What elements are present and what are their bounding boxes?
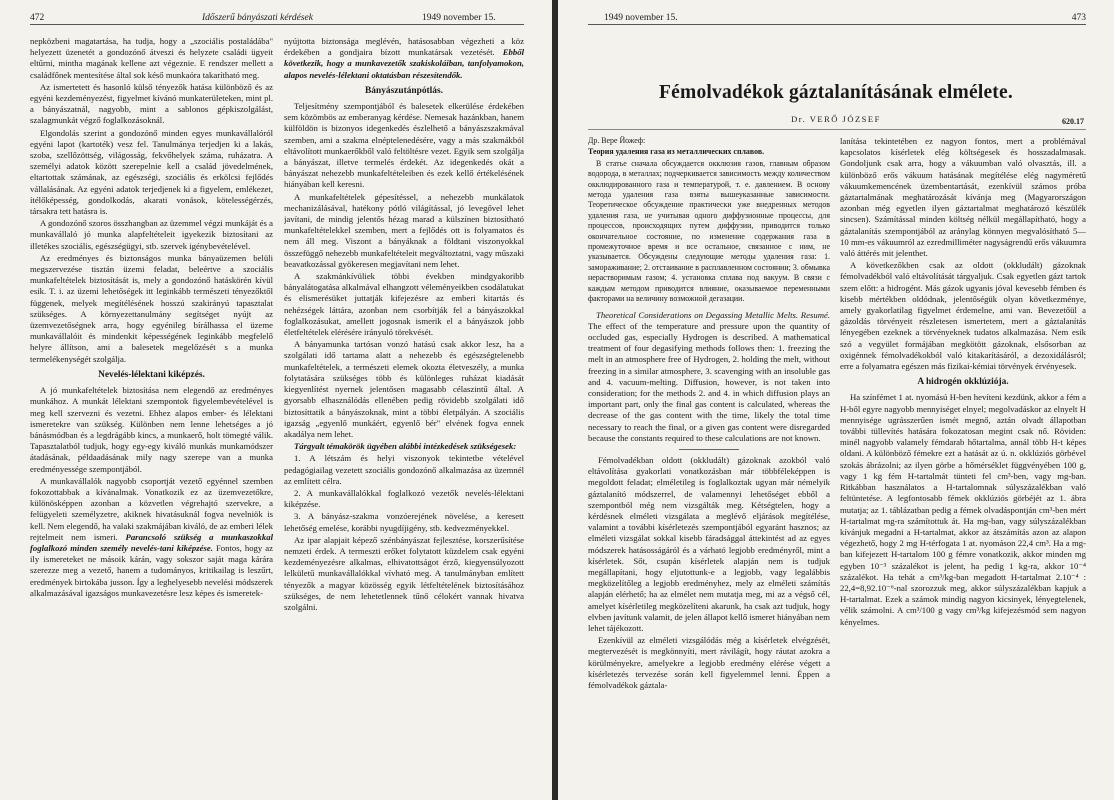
english-abstract (588, 310, 830, 444)
left-column-1 (30, 36, 273, 792)
paragraph: Ezenkívül az elméleti vizsgálódás még a kísérletek elvégzését, megtervezését is megkönnyíti, mert rávilágít, hogy ráutat azokra a körülményekre, amelyekre a legjobb eredmény elérése végett a kísérletezés tervezése során kell figyelemmel lenni. Éppen a fémolvadékok gáztala- (588, 635, 830, 690)
emphasis: Ebből következik, hogy a munkavezetők szakiskoláiban, tanfolyamokon, alapos nevelés-lélektani oktatásban részesítendők. (284, 47, 524, 80)
paragraph: Ha színfémet 1 at. nyomású H-ben hevíteni kezdünk, akkor a fém a H-ből egyre nagyobb mennyiséget elnyel; megolvadáskor az elnyelt H mennyisége ugrásszerűen ismét megnő, aztán olvadt állapotban további tüllevítés hatására fokozatosan megint csak nő. Röviden: minél nagyobb valamely fémdarab hőtartalma, annál több H-t képes oldani. A különböző fémekre ezt a hatását az ú. n. okklúziós görbével szokás ábrázolni; az ilyen görbe a hőmérséklet függvényében 100 g, vagy 1 kg fém H-tartalmát tünteti fel cm³-ben, vagy mg-ban. Ritkábban használatos a H-tartalomnak súlyszázalékban való feltüntetése. A legfontosabb fémek okklúziós görbéjét az 1. ábra mutatja; az 1. táblázatban pedig a fémek olvadáspontján cm³-ben mért H-tartalmat mg-ra számítottuk át. Ha mg-ban, vagy súlyszázalékban kívánjuk megadni a H-tartalmat, akkor az átszámítás azon az alapon végezhető, hogy 2 mg H-térfogata 1 at. nyomáson 22,4 cm³. Ha a mg-ban kifejezett H-tartalom 100 g fémre vonatkozik, akkor minden mg egyben 10⁻³ százalékot is jelent, ha pedig 1 kg-ra, akkor 10⁻⁴ százalékot. Ha tehát a cm³/kg-ban megadott H-tartalmat 2.10⁻⁴ : 22,4=8,92.10⁻⁶-nal szorozzuk meg, akkor súlyszázalékban kapjuk a H-tartalmat. Ezek a számok mindig nagyon kicsinyek, lényegtelenek, vélik számolni. A cm³/100 g vagy cm³/kg kifejezésmód sem nagyon kényelmes. (840, 392, 1086, 627)
english-abstract-body: The effect of the temperature and pressure upon the quantity of occluded gas, especially Hydrogen is described. A mathematical treatment of four degasifying methods follows then: 1. freezing the melt in an atmosphere free of Hydrogen, 2. holding the melt, without freezing in a similar atmosphere, 3. scavenging with an insoluble gas and 4. vacuum-melting. Diffusion, however, is not taken into consideration; for the methods 2. and 4. in which diffusion plays an important part, only the final gas content is calculated, whereas the decrease of the gas content with the time, likely the total time necessary to reach the final, or a given gas content were disregarded because the constants required to these calculations are not known. (588, 320, 830, 443)
paragraph (30, 476, 273, 599)
emphasis: Parancsoló szükség a munkaszokkal foglalkozó minden személy nevelés-tani kiképzése. (30, 531, 273, 553)
list-item: 2. A munkavállalókkal foglalkozó vezetők nevelés-lélektani kiképzése. (284, 487, 524, 510)
paragraph: Elgondolás szerint a gondozónő minden egyes munkavállalóról egyéni lapot (kartoték) vesz fel. Tanulmánya terjedjen ki a lakás, szoba, szellőzöttség, világosság, fekvőhelyek száma, ruházatra. A személyi adatok között szerepelnie kell a család jövedelmének, eltartottak számának, az egészségi, szociális és erkölcsi fejlődés vállalásának. Az egyéni adatok terjedjenek ki a figyelem, emlékezet, ítélőképesség, gondolkodás, akarati vonások, kötelességérzés, társakra tett hatásra is. (30, 127, 273, 217)
left-column-2 (284, 36, 524, 792)
paragraph: Teljesítmény szempontjából és balesetek elkerülése érdekében sem közömbös az emberanyag kérdése. Nemesak hazánkban, hanem külföldön is bizonyos idegenkedés észlelhető a bányászszakmával szemben, ami a szakma elnéptelenedésére, vagy a más szakmákból eltávolított munkaerőkből való feltöltésre vezet. Egyik sem szolgálja a bányászat, illetve termelés érdekét. Az idegenkedés okát a bányászat nehezebb munkafeltételeiben és ezek kellő értékelésének hiányában kell keresni. (284, 101, 524, 190)
english-abstract-text (588, 310, 830, 444)
paragraph: A következőkben csak az oldott (okkludált) gázoknak fémolvadékból való eltávolítását tárgyaljuk. Csak egyetlen gázt tartok szem előtt: a hidrogént. Más gázok ugyanis jóval kevesebb fémben és kisebb mértékben oldódnak, jelentőségük olyan következménye, amely gyakorlatilag figyelmet érdemelne, ami van. Bevezetőül a gázoldás törvényeit részletesen ismertetem, mert a gáztalanítás lényegében ezeknek a törvényeknek tudatos alkalmazása. Nem esik szó a vegyület formájában megkötött gázoknak, elsősorban az oxigénnek fémolvadékokból való kitakarításáról, a dezoxidálásról; erre a folyamatra egészen más fizikai-kémiai törvények érvényesek. (840, 260, 1086, 372)
paragraph-text: Fontos, hogy az ily ismereteket ne másoik kárán, vagy sokszor saját maga kárára szerezze meg a vezető, hanem a tudományos, kritikailag is leszűrt, eredmények birtokába jusson. Így a leghelyesebb nevelési módszerek alkalmazásával igazságos munkavezetésre lesz képes és ismeretek- (30, 542, 273, 598)
paragraph-text: nyújtotta biztonsága meglévén, hatásosabban végezheti a köz érdekében a gondjaira bízott munkatársak vezetését. (284, 36, 524, 58)
paragraph: A szakmánkívüliek többi években mindgyakoribb bányalátogatása alkalmával elhangzott véleményeikben csodálatukat és elismerésüket juttatják kifejezésre az emberi kitartás és nehézségek láttára, azonban nem csorbítják fel a bányászokkal foglalkozásukat, amellett jogosnak ismerik el a bányászok jobb életfeltételek elérésére irányuló törekvését. (284, 271, 524, 338)
section-heading: Bányászutánpótlás. (365, 85, 443, 96)
list-item: 1. A létszám és helyi viszonyok tekintetbe vételével pedagógiailag vezetett szociális gondozónő alkalmazása az üzemnél az említett célra. (284, 453, 524, 486)
russian-abstract-body: В статье сначала обсуждается окклюзия газов, главным образом водорода, в металлах; подчеркивается зависимость между количеством окклюдированного газа и температурой, т. е. давлением. В основу метода удаления газа взяты вышеуказанные зависимости. Теоретическое обсуждение практически уже внедренных методов удаления газа, не учитывая одного диффузионные процессы, для процессов, происходящих путем диффузии, приводится только окончательное состояние, по изменение содержания газа в промежуточное время и все остальное, связанное с ним, не указывается. Обсуждены следующие методы удаления газа: 1. замораживание; 2. отстаивание в расплавленном состоянии; 3. обмывка нерастворимым газом; 4. установка сплава под вакуум. В связи с каждым методом приводится влияние, оказываемое переменными факторами на величину возможной дегазации. (588, 158, 830, 304)
paragraph: Az eredményes és biztonságos munka bányaüzemen belüli megszervezése tisztán üzemi feladat, beleértve a szociális munkafeltételek biztosítását is, mely a gondozónő hatáskörén kívül esik. T. i. az üzemi lehetőségek itt leginkább természeti tényezőktől függenek, melyek megítélésének hosszú szakirányú tapasztalat szükséges. A környezettanulmány segítséget nyújt az üzemvezetőségnek arra, hogy egyénileg bírálhassa el üzeme munkavállalóit és mindenkit képességének leginkább megfelelő helyre állítson, ami a balesetek megelőzését s a munka termelékenységét szolgálja. (30, 252, 273, 364)
right-page-date: 1949 november 15. (604, 13, 678, 23)
article-author: Dr. VERŐ JÓZSEF (791, 114, 881, 124)
running-title: Időszerű bányászati kérdések (202, 13, 313, 23)
paragraph: A munkafeltételek gépesítéssel, a nehezebb munkálatok mechanizálásával, hatékony pótló világítással, jó levegővel lehet javítani, de mindig jelentős hézag marad a külszínen biztosítható munkafeltételekkel szemben, mert a fejlődés ott is folyamatos és nem áll meg. Viszont a bányáknak a földtani viszonyokkal összefüggő nehezebb munkafeltételeit megváltoztatni, vagy műszaki beavatkozással gyökeresen megjavítani nem lehet. (284, 191, 524, 269)
title-divider (588, 129, 1086, 130)
paragraph: A gondozónő szoros összhangban az üzemmel végzi munkáját és a munkavállaló jó munka alapfeltételeit igyekezik biztosítani az illetékes szociális, egészségügyi, stb. szervek igénybevételével. (30, 218, 273, 251)
paragraph: Fémolvadékban oldott (okkludált) gázoknak azokból való eltávolítása gyakorlati vonatkozásban már többféleképpen is megoldott feladat; elméletileg is foglalkoztak ugyan már némelyik gáztalanító módszerrel, de valamennyi lehetőséget ebből a szempontból még nem vizsgálták meg. Kétségtelen, hogy a kérdésnek elméleti vizsgálata a meglévő eljárások megítélése, valamint a további kísérletezés szempontjából egyaránt hasznos; az elméleti vizsgálat sokkal kisebb fáradsággal áttekintést ad az egyes módszerek hatásosságáról és a várható legjobb eredményről, mint a kísérletek. Sőt, csupán kísérletek alapján nem is tudjuk megállapítani, hogy eljutottunk-e a legjobb, vagy legalábbis megközelítőleg a legjobb eredményhez, mely az elméleti számítás alapján elérhető; ha az elmélet nem mutatja meg, mi az a végső cél, amelyet kísérletileg megközelíteni akarunk, ha csak azt tudjuk, hogy elvben javítunk valamit, de jelen állapot kellő ismeret hiányában nem lehet tájékozott. (588, 454, 830, 633)
russian-abstract-title: Теория удаления газа из металлических сплавов. (588, 147, 765, 157)
right-page-header (588, 11, 1086, 25)
paragraph (284, 36, 524, 81)
russian-abstract-author: Др. Вере Йожеф: (588, 136, 646, 145)
right-column-1 (588, 136, 830, 792)
paragraph: A bányamunka tartósan vonzó hatású csak akkor lesz, ha a szolgálati idő tartama alatt a nehezebb és egészségtelenebb munkafeltételek, a természeti elemek okozta életveszély, a munka folytatására szükséges több és különleges ruházat kiadását kiegyenlítést nyernek jelentősen magasabb célaszintű által. A gyorsabb elhasználódás ellenében pedig rövidebb szolgálati idő biztosíttatik a bányászoknak, mint a többi életpályán. A szociális igazság „egyenlő munkáért, egyenlő bér" elvének fogva ennek akadálya nem lehet. (284, 339, 524, 439)
russian-abstract (588, 136, 830, 305)
right-page (558, 0, 1114, 800)
list-item: 3. A bányász-szakma vonzóerejének növelése, a keresett lehetőség emelése, korábbi nyugdíjigény, stb. kedvezményekkel. (284, 511, 524, 533)
left-page-date: 1949 november 15. (422, 13, 496, 23)
paragraph: A jó munkafeltételek biztosítása nem elegendő az eredményes munkához. A munkát lélektani szempontok figyelembevételével is meg kell szervezni és vezetni. Ehhez alapos ember- és lélektani ismeretekre van szükség. Különben nem lenne lehetséges a jó bánásmódban és a legdrágább kincs, a munkaerő, holt tömegté válik. Tapasztalatból tudjuk, hogy egy-egy kiváló munkás munkamódszer átadásának, példaadásának mily nagy szerepe van a munka eredményessége szempontjából. (30, 385, 273, 474)
section-heading: Nevelés-lélektani kiképzés. (98, 369, 205, 380)
paragraph: nepközbeni magatartása, ha tudja, hogy a „szociális postaládába" helyezett üzenetét a gondozónő átveszi és helyzete családi ügyeit eltűrni, mintha magának kellene azt végeznie. E rendszer mellett a családfőnek mentesítése által sok késő munkaóra takarítható meg. (30, 36, 273, 80)
english-abstract-title: Theoretical Considerations on Degassing Metallic Melts. Resumé. (596, 309, 830, 320)
paragraph: lanítása tekintetében ez nagyon fontos, mert a problémával kapcsolatos kísérletek elég költségesek és hosszadalmasak. Gondoljunk csak arra, hogy a vákuumban való olvasztás, ill. a különböző erős vákuum hatásának megítélése elég nagyméretű vákuumkemencének üzembentartását, ezenkívül számos próba gáztartalmának meghatározását kívánja meg (Magyarországon azonban még egyetlen ilyen gáztartalmat meghatározó készülék sincsen). Számítással minden költség nélkül megállapítható, hogy a gáztalanítás szempontjából az aránylag könnyen megvalósítható 5—10 mm-es vákuumról az ezredmilliméter nagyságrendű erős vákuumra való áttérés mit jelenthet. (840, 136, 1086, 259)
section-heading: A hidrogén okklúziója. (917, 377, 1009, 388)
left-page-header (30, 11, 524, 25)
classification-code: 620.17 (1062, 117, 1084, 126)
paragraph: Az ipar alapjait képező szénbányászat fejlesztése, korszerűsítése nemzeti érdek. A termeszti erőket folytatott küzdelem csak egyéni kezdeményezésre alkalmas, elhivatottságot érző, kiegyensúlyozott lelkületű munkavállalókkal vívható meg. A tanulmányban említett tényezők a magyar közösség egyik létfeltételének biztosításához szükséges, de nem lehetetlennek tűnő célokért vannak hivatva szolgálni. (284, 534, 524, 612)
left-page-number: 472 (30, 13, 45, 23)
right-page-number: 473 (1071, 13, 1086, 23)
article-title: Fémolvadékok gáztalanításának elmélete. (659, 82, 1013, 103)
left-page (0, 0, 552, 800)
paragraph: Az ismertetett és hasonló külső tényezők hatása különböző és az egyéni kezdeményezést, figyelmet kívánó munkaterületeken, mint pl. a bányászatnál, nagyobb, mint a sablonos gépkiszolgálást, szalagmunkát végző foglalkozásoknál. (30, 81, 273, 126)
paragraph-emphasis: Tárgyalt témakörök ügyében alábbi intézkedések szükségesek: (294, 441, 517, 452)
abstract-divider (679, 449, 739, 450)
paragraph-text: A munkavállalók nagyobb csoportját vezető egyénnel szemben fokozottabbak a kívánalmak. Vonatkozik ez az üzemvezetőkre, különösképpen azonban a közvetlen végrehajtó szervekre, a felügyeleti személyzetre, akiknek hivatásuknál fogva nevelniök is kell. Nem elegendő, ha valaki szakmájában kiváló, de az emberi lélek rejtelmeit nem ismeri. (30, 475, 273, 542)
right-column-2 (840, 136, 1086, 792)
